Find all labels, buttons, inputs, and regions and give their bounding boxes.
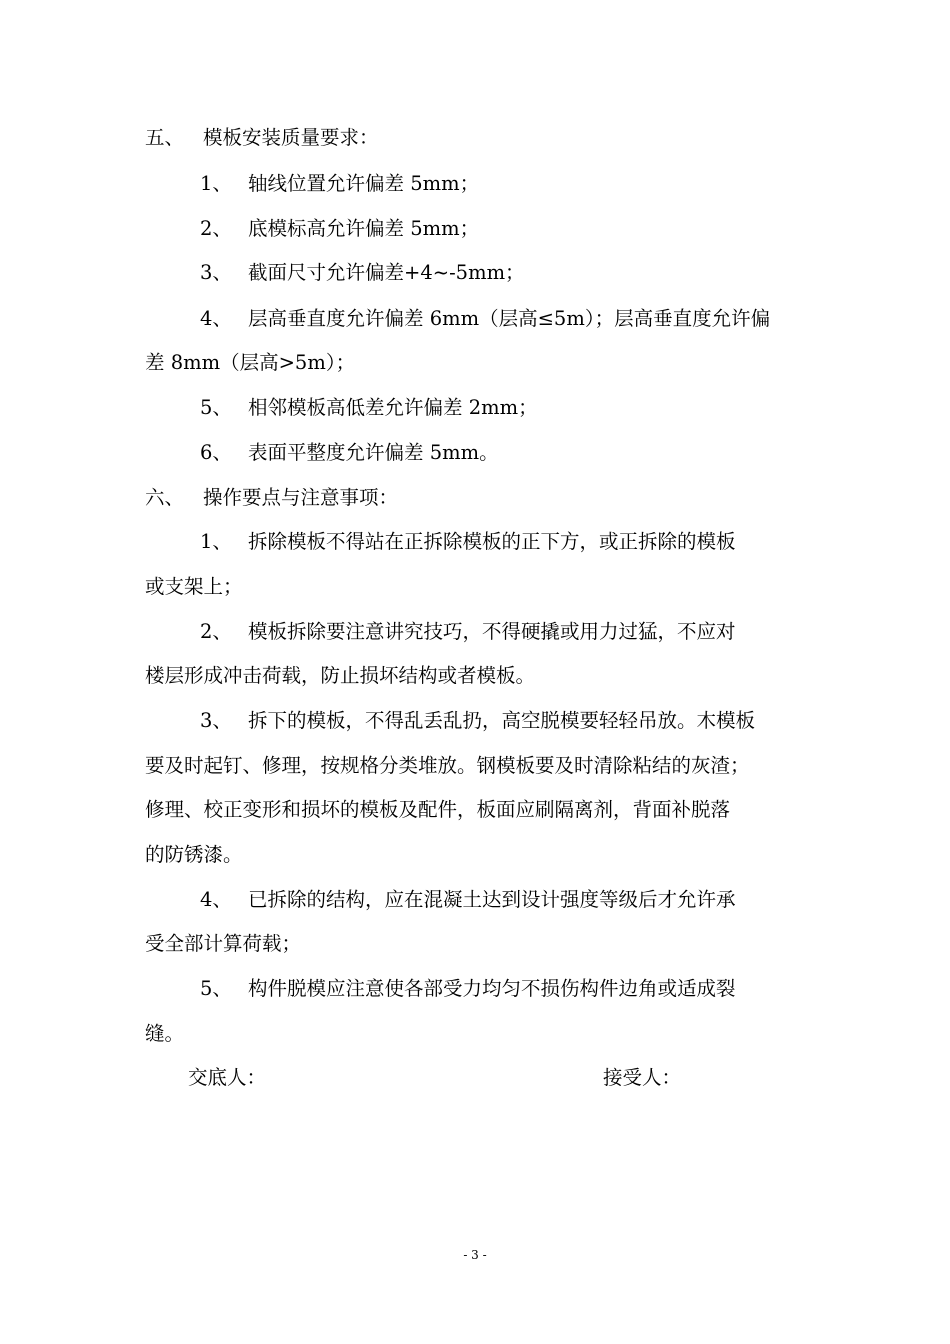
s5-item-6-text: 表面平整度允许偏差 5mm。 xyxy=(248,441,499,464)
s6-item-2 xyxy=(200,618,805,646)
s5-item-1-number: 1、 xyxy=(200,172,232,195)
section-6-heading xyxy=(145,484,805,512)
s6-item-3-text-line1: 拆下的模板，不得乱丢乱扔，高空脱模要轻轻吊放。木模板 xyxy=(248,709,756,732)
s5-item-3 xyxy=(200,259,805,287)
s5-item-3-number: 3、 xyxy=(200,261,232,284)
section-5-title: 模板安装质量要求： xyxy=(203,126,379,149)
s6-item-1-number: 1、 xyxy=(200,530,232,553)
s5-item-5-number: 5、 xyxy=(200,396,232,419)
s5-item-4-text-line1: 层高垂直度允许偏差 6mm（层高≤5m）；层高垂直度允许偏 xyxy=(248,307,771,330)
s6-item-3-continuation-3: 的防锈漆。 xyxy=(145,843,243,866)
giver-signature-label: 交底人： xyxy=(188,1066,267,1089)
s5-item-5 xyxy=(200,394,805,422)
s5-item-4-continuation: 差 8mm（层高>5m）； xyxy=(145,351,356,374)
section-6-title: 操作要点与注意事项： xyxy=(203,486,399,509)
s5-item-4-number: 4、 xyxy=(200,307,232,330)
s6-item-5-number: 5、 xyxy=(200,977,232,1000)
section-6-number: 六、 xyxy=(145,486,185,509)
receiver-signature-label: 接受人： xyxy=(603,1066,682,1089)
s5-item-5-text: 相邻模板高低差允许偏差 2mm； xyxy=(248,396,538,419)
section-5-heading xyxy=(145,124,805,152)
s6-item-5 xyxy=(200,975,805,1003)
s6-item-3 xyxy=(200,707,805,735)
section-5-number: 五、 xyxy=(145,126,185,149)
s6-item-1-text-line1: 拆除模板不得站在正拆除模板的正下方，或正拆除的模板 xyxy=(248,530,736,553)
s6-item-4-number: 4、 xyxy=(200,888,232,911)
s6-item-5-text-line1: 构件脱模应注意使各部受力均匀不损伤构件边角或适成裂 xyxy=(248,977,736,1000)
s5-item-6 xyxy=(200,439,805,467)
s6-item-2-number: 2、 xyxy=(200,620,232,643)
s5-item-2 xyxy=(200,215,805,243)
s6-item-4 xyxy=(200,886,805,914)
s5-item-1 xyxy=(200,170,805,198)
s6-item-2-text-line1: 模板拆除要注意讲究技巧，不得硬撬或用力过猛，不应对 xyxy=(248,620,736,643)
s5-item-3-text: 截面尺寸允许偏差+4~-5mm； xyxy=(248,261,525,284)
s6-item-2-continuation: 楼层形成冲击荷载，防止损坏结构或者模板。 xyxy=(145,664,536,687)
s6-item-3-continuation-2: 修理、校正变形和损坏的模板及配件，板面应刷隔离剂，背面补脱落 xyxy=(145,798,731,821)
s5-item-4 xyxy=(200,305,805,333)
s6-item-5-continuation: 缝。 xyxy=(145,1022,185,1045)
s6-item-4-text-line1: 已拆除的结构，应在混凝土达到设计强度等级后才允许承 xyxy=(248,888,736,911)
s6-item-3-continuation-1: 要及时起钉、修理，按规格分类堆放。钢模板要及时清除粘结的灰渣； xyxy=(145,754,750,777)
s6-item-3-number: 3、 xyxy=(200,709,232,732)
s6-item-1-continuation: 或支架上； xyxy=(145,575,243,598)
s5-item-6-number: 6、 xyxy=(200,441,232,464)
s5-item-1-text: 轴线位置允许偏差 5mm； xyxy=(248,172,480,195)
s6-item-1 xyxy=(200,528,805,556)
s5-item-2-text: 底模标高允许偏差 5mm； xyxy=(248,217,480,240)
s5-item-2-number: 2、 xyxy=(200,217,232,240)
s6-item-4-continuation: 受全部计算荷载； xyxy=(145,932,302,955)
page-number: - 3 - xyxy=(463,1248,487,1262)
